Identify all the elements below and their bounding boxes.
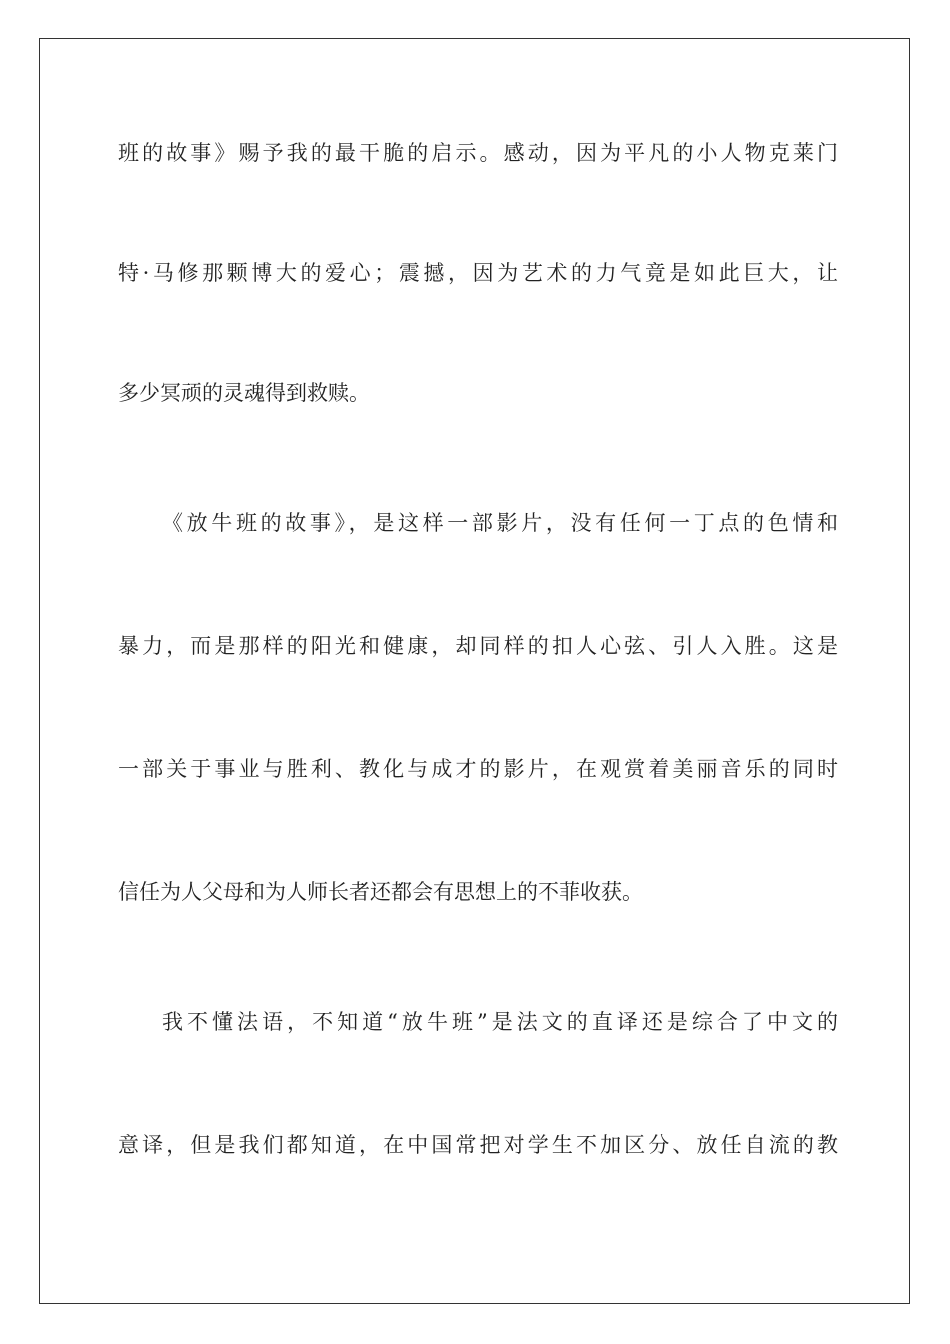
paragraph-first-line: 我不懂法语，不知道“放牛班”是法文的直译还是综合了中文的 [162,1010,838,1034]
text-line: 一部关于事业与胜利、教化与成才的影片，在观赏着美丽音乐的同时 [118,757,838,781]
text-line: 暴力，而是那样的阳光和健康，却同样的扣人心弦、引人入胜。这是 [118,634,838,658]
text-line: 多少冥顽的灵魂得到救赎。 [118,381,370,405]
page-frame [39,38,910,1304]
text-line: 意译，但是我们都知道，在中国常把对学生不加区分、放任自流的教 [118,1133,838,1157]
text-line: 特·马修那颗博大的爱心；震撼，因为艺术的力气竟是如此巨大，让 [118,261,838,285]
text-line: 信任为人父母和为人师长者还都会有思想上的不菲收获。 [118,880,643,904]
text-line: 班的故事》赐予我的最干脆的启示。感动，因为平凡的小人物克莱门 [118,141,838,165]
paragraph-first-line: 《放牛班的故事》，是这样一部影片，没有任何一丁点的色情和 [162,511,838,535]
